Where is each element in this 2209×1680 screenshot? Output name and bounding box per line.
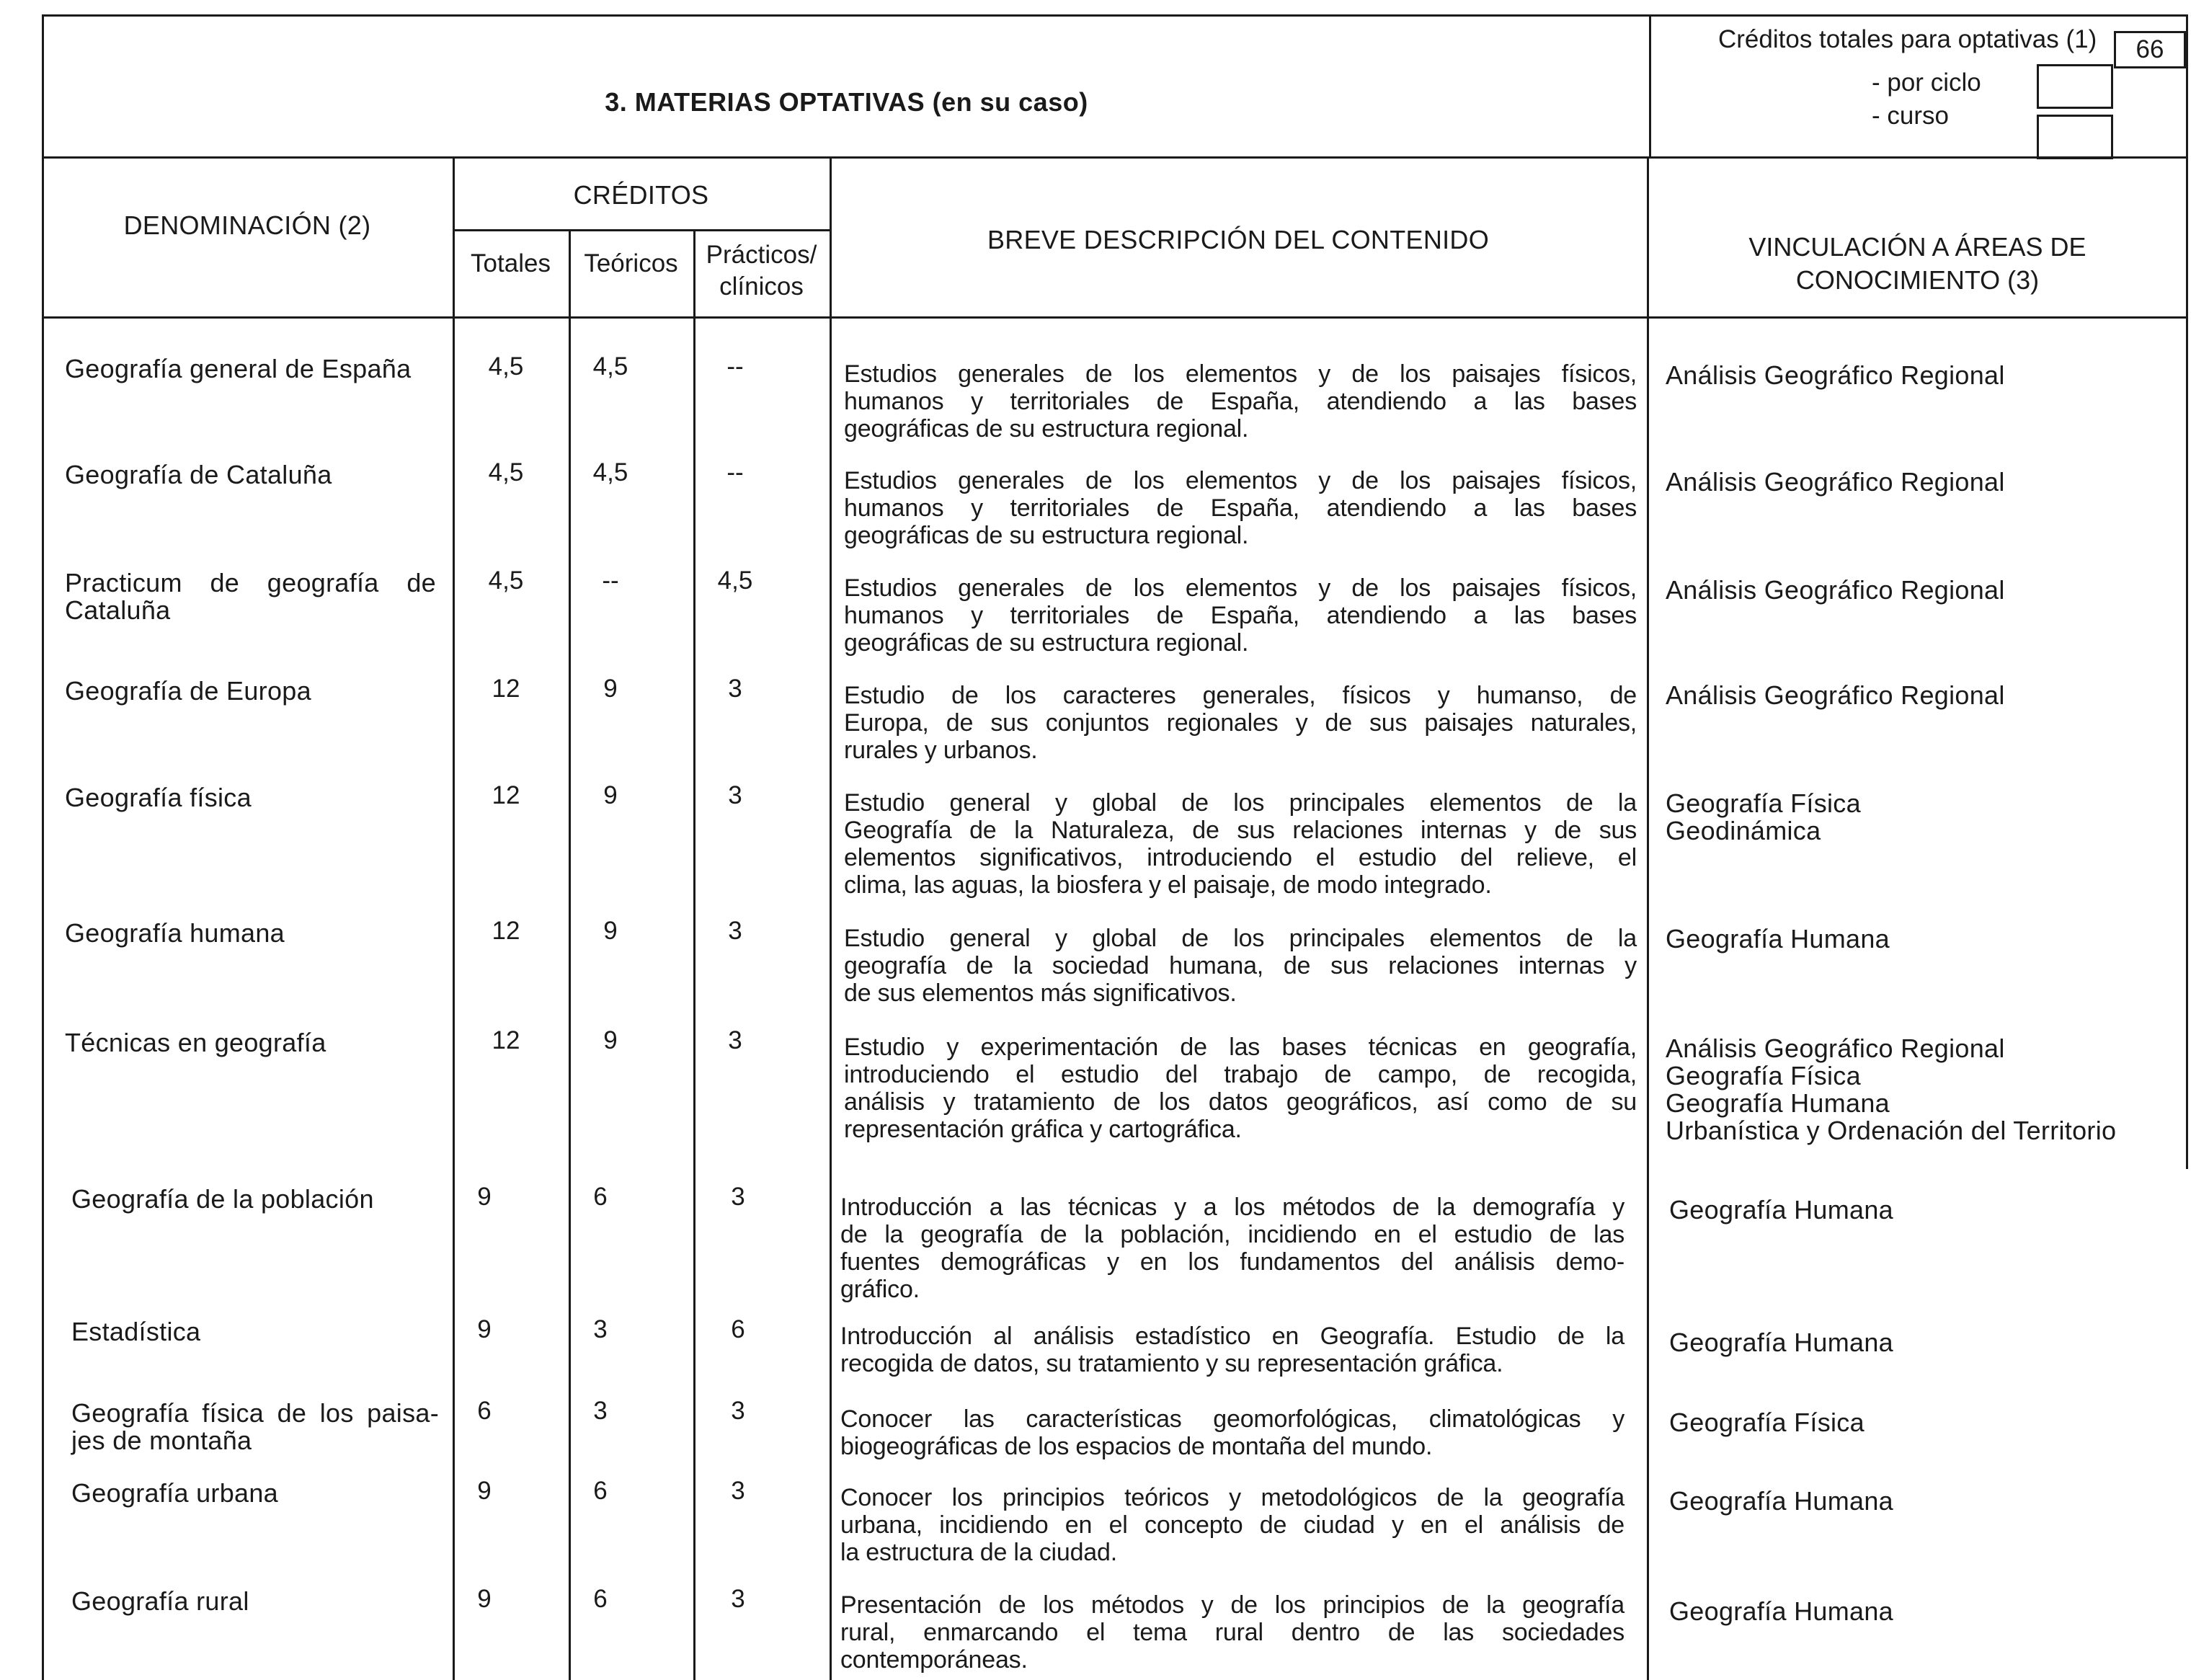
description-line: urbana, incidiendo en el concepto de ciudad y en el análisis de <box>840 1511 1624 1539</box>
knowledge-area: Geografía Humana <box>1669 1596 1893 1626</box>
subject-name <box>65 355 436 383</box>
description-line: Estudio de los caracteres generales, físicos y humanso, de <box>844 682 1637 709</box>
credits-totales: 4,5 <box>488 352 524 381</box>
content-description <box>844 789 1637 899</box>
content-description <box>840 1484 1624 1566</box>
content-description <box>840 1591 1624 1674</box>
knowledge-area: Geografía Física <box>1669 1408 1864 1437</box>
description-line: Introducción a las técnicas y a los métodos de la demografía y <box>840 1194 1624 1221</box>
description-line: Introducción al análisis estadístico en Geografía. Estudio de la <box>840 1323 1624 1350</box>
knowledge-areas <box>1669 1329 1893 1356</box>
subject-name-line: Geografía general de España <box>65 354 412 383</box>
description-line: clima, las aguas, la biosfera y el paisaje, de modo integrado. <box>844 871 1492 899</box>
per-cycle-label: - por ciclo <box>1872 68 1981 97</box>
subject-name <box>65 461 436 489</box>
knowledge-areas <box>1669 1409 1864 1436</box>
column-header <box>42 159 2188 319</box>
credits-practicos: -- <box>726 458 744 486</box>
knowledge-area: Geografía Física <box>1666 788 1861 818</box>
description-line: Estudio y experimentación de las bases técnicas en geografía, <box>844 1034 1637 1061</box>
description-line: contemporáneas. <box>840 1646 1028 1674</box>
description-line: fuentes demográficas y en los fundamentos del análisis demo- <box>840 1248 1624 1276</box>
practical-header <box>693 239 830 303</box>
credits-totales: 12 <box>492 675 520 703</box>
subject-name-line: Geografía física <box>65 783 252 812</box>
knowledge-areas <box>1666 468 2005 496</box>
description-line: gráfico. <box>840 1276 920 1303</box>
description-line: Estudio general y global de los principales elementos de la <box>844 925 1637 952</box>
description-line: introduciendo el estudio del trabajo de campo, de recogida, <box>844 1061 1637 1088</box>
credits-practicos: 3 <box>728 917 742 945</box>
credits-teoricos: 6 <box>593 1183 608 1211</box>
credits-practicos: 3 <box>728 1026 742 1054</box>
description-line: geografía de la sociedad humana, de sus relaciones internas y <box>844 952 1637 979</box>
knowledge-area: Análisis Geográfico Regional <box>1666 575 2005 605</box>
credits-totales: 9 <box>477 1183 492 1211</box>
knowledge-areas <box>1666 682 2005 709</box>
description-line: Conocer los principios teóricos y metodológicos de la geografía <box>840 1484 1624 1511</box>
knowledge-areas <box>1666 1035 2116 1145</box>
knowledge-area: Geografía Humana <box>1669 1328 1893 1357</box>
per-course-box <box>2037 115 2113 159</box>
credits-practicos: 3 <box>731 1397 745 1425</box>
subject-name <box>65 920 436 947</box>
description-line: geográficas de su estructura regional. <box>844 522 1249 549</box>
denomination-header: DENOMINACIÓN (2) <box>123 210 371 240</box>
description-line: Estudio general y global de los principales elementos de la <box>844 789 1637 817</box>
credits-teoricos: 6 <box>593 1477 608 1505</box>
credits-totales: 6 <box>477 1397 492 1425</box>
credits-total-label: Créditos totales para optativas (1) <box>1718 25 2097 53</box>
credits-teoricos: -- <box>602 566 619 595</box>
credits-practicos: -- <box>726 352 744 381</box>
title-cell <box>44 17 1651 156</box>
subject-name-line: Geografía rural <box>71 1586 249 1616</box>
content-description <box>844 682 1637 764</box>
subject-name <box>65 569 436 624</box>
description-line: elementos significativos, introduciendo el estudio del relieve, el <box>844 844 1637 871</box>
subject-name-line: Geografía física de los paisa- <box>71 1398 439 1428</box>
description-line: geográficas de su estructura regional. <box>844 629 1249 657</box>
credits-teoricos: 6 <box>593 1585 608 1613</box>
totals-header: Totales <box>471 249 551 277</box>
content-description <box>840 1194 1624 1303</box>
subject-name-line: Cataluña <box>65 595 171 625</box>
subject-name-line: Estadística <box>71 1317 201 1346</box>
credits-total-box: 66 <box>2114 31 2186 68</box>
credits-practicos: 3 <box>728 675 742 703</box>
knowledge-area: Geografía Humana <box>1669 1195 1893 1225</box>
knowledge-areas <box>1666 790 1861 845</box>
knowledge-areas <box>1669 1196 1893 1224</box>
description-line: de la geografía de la población, incidiendo en el estudio de las <box>840 1221 1624 1248</box>
credits-practicos: 3 <box>728 781 742 809</box>
subject-name-line: Geografía humana <box>65 918 285 948</box>
description-line: Europa, de sus conjuntos regionales y de sus paisajes naturales, <box>844 709 1637 737</box>
description-line: humanos y territoriales de España, atendiendo a las bases <box>844 494 1637 522</box>
knowledge-area: Geografía Humana <box>1669 1486 1893 1516</box>
knowledge-areas <box>1669 1488 1893 1515</box>
credits-totales: 9 <box>477 1585 492 1613</box>
description-line: la estructura de la ciudad. <box>840 1539 1117 1566</box>
description-line: de sus elementos más significativos. <box>844 979 1237 1007</box>
description-line: Geografía de la Naturaleza, de sus relaciones internas y de sus <box>844 817 1637 844</box>
subject-name <box>71 1186 439 1213</box>
knowledge-area: Análisis Geográfico Regional <box>1666 1034 2005 1063</box>
subject-name <box>65 784 436 812</box>
knowledge-areas <box>1666 362 2005 389</box>
credits-summary-cell <box>1651 17 2186 156</box>
description-line: representación gráfica y cartográfica. <box>844 1116 1242 1143</box>
practical-header-line2: clínicos <box>719 272 804 301</box>
description-line: Conocer las características geomorfológicas, climatológicas y <box>840 1405 1624 1433</box>
credits-totales: 4,5 <box>488 458 524 486</box>
knowledge-areas <box>1669 1598 1893 1625</box>
knowledge-area: Geografía Humana <box>1666 1088 1890 1118</box>
per-course-label: - curso <box>1872 102 1949 130</box>
credits-teoricos: 3 <box>593 1397 608 1425</box>
subject-name-line: Geografía urbana <box>71 1478 278 1508</box>
areas-header-line1: VINCULACIÓN A ÁREAS DE <box>1748 232 2086 262</box>
credits-totales: 12 <box>492 917 520 945</box>
content-description <box>840 1405 1624 1460</box>
areas-header <box>1647 231 2188 297</box>
content-description <box>844 574 1637 657</box>
description-line: humanos y territoriales de España, atendiendo a las bases <box>844 602 1637 629</box>
description-line: Estudios generales de los elementos y de los paisajes físicos, <box>844 574 1637 602</box>
credits-teoricos: 9 <box>603 781 618 809</box>
knowledge-areas <box>1666 925 1890 953</box>
subject-name <box>65 1029 436 1057</box>
section-title: 3. MATERIAS OPTATIVAS (en su caso) <box>605 87 1088 117</box>
knowledge-area: Urbanística y Ordenación del Territorio <box>1666 1116 2117 1145</box>
knowledge-area: Análisis Geográfico Regional <box>1666 680 2005 710</box>
credits-totales: 9 <box>477 1315 492 1343</box>
credits-header: CRÉDITOS <box>573 180 709 210</box>
subject-name <box>71 1400 439 1454</box>
description-line: rurales y urbanos. <box>844 737 1038 764</box>
credits-practicos: 4,5 <box>717 566 753 595</box>
description-line: Estudios generales de los elementos y de los paisajes físicos, <box>844 360 1637 388</box>
description-line: recogida de datos, su tratamiento y su representación gráfica. <box>840 1350 1503 1377</box>
subject-name-line: Geografía de Europa <box>65 676 311 706</box>
per-cycle-box <box>2037 64 2113 109</box>
description-line: geográficas de su estructura regional. <box>844 415 1249 443</box>
theoretical-header: Teóricos <box>584 249 678 277</box>
subject-name <box>71 1588 439 1615</box>
knowledge-area: Geodinámica <box>1666 816 1821 845</box>
content-description <box>844 360 1637 443</box>
content-description <box>844 1034 1637 1143</box>
practical-header-line1: Prácticos/ <box>706 241 817 269</box>
credits-totales: 9 <box>477 1477 492 1505</box>
knowledge-areas <box>1666 577 2005 604</box>
subject-name-line: Técnicas en geografía <box>65 1028 326 1057</box>
subject-name-line: Geografía de Cataluña <box>65 460 332 489</box>
credits-teoricos: 3 <box>593 1315 608 1343</box>
knowledge-area: Geografía Humana <box>1666 924 1890 954</box>
content-description <box>844 925 1637 1007</box>
section-header <box>42 14 2188 159</box>
subject-name <box>71 1480 439 1507</box>
credits-practicos: 6 <box>731 1315 745 1343</box>
subject-name-line: jes de montaña <box>71 1426 252 1455</box>
credits-teoricos: 9 <box>603 917 618 945</box>
knowledge-area: Análisis Geográfico Regional <box>1666 467 2005 497</box>
credits-practicos: 3 <box>731 1477 745 1505</box>
credits-totales: 12 <box>492 781 520 809</box>
description-line: humanos y territoriales de España, atendiendo a las bases <box>844 388 1637 415</box>
description-line: Presentación de los métodos y de los principios de la geografía <box>840 1591 1624 1619</box>
credits-totales: 12 <box>492 1026 520 1054</box>
description-line: análisis y tratamiento de los datos geográficos, así como de su <box>844 1088 1637 1116</box>
description-line: Estudios generales de los elementos y de los paisajes físicos, <box>844 467 1637 494</box>
subject-name <box>65 677 436 705</box>
credits-practicos: 3 <box>731 1183 745 1211</box>
credits-teoricos: 4,5 <box>592 352 628 381</box>
credits-practicos: 3 <box>731 1585 745 1613</box>
content-description <box>840 1323 1624 1377</box>
description-line: rural, enmarcando el tema rural dentro de las sociedades <box>840 1619 1624 1646</box>
subject-name-line: Practicum de geografía de <box>65 568 436 597</box>
content-description <box>844 467 1637 549</box>
credits-teoricos: 9 <box>603 675 618 703</box>
credits-teoricos: 4,5 <box>592 458 628 486</box>
subject-name <box>71 1318 439 1346</box>
credits-totales: 4,5 <box>488 566 524 595</box>
credits-teoricos: 9 <box>603 1026 618 1054</box>
knowledge-area: Análisis Geográfico Regional <box>1666 360 2005 390</box>
areas-header-line2: CONOCIMIENTO (3) <box>1795 265 2040 295</box>
description-line: biogeográficas de los espacios de montaña del mundo. <box>840 1433 1433 1460</box>
description-header: BREVE DESCRIPCIÓN DEL CONTENIDO <box>987 225 1490 254</box>
knowledge-area: Geografía Física <box>1666 1061 1861 1090</box>
subject-name-line: Geografía de la población <box>71 1184 374 1214</box>
